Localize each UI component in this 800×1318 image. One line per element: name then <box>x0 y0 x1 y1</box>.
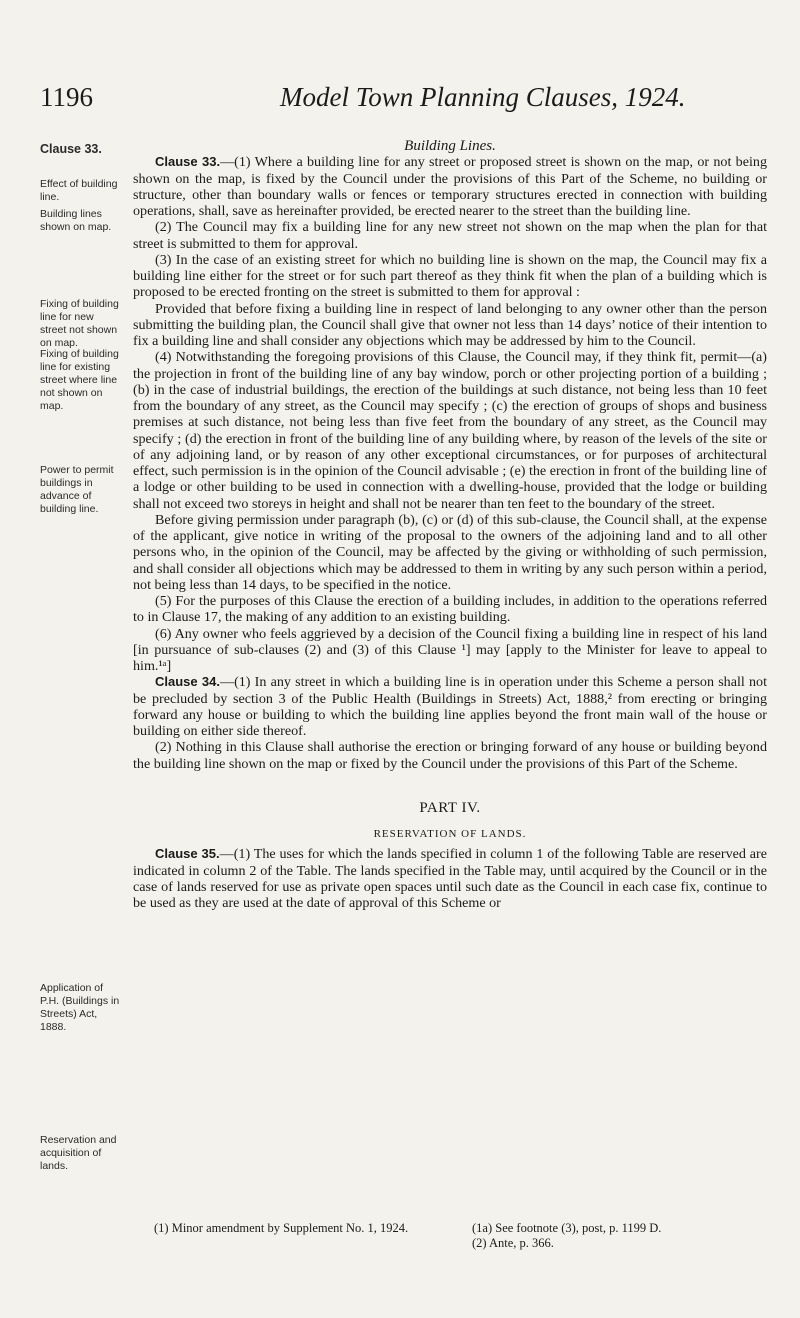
part-subheading: RESERVATION OF LANDS. <box>373 828 527 840</box>
clause-33-label: Clause 33. <box>155 154 221 170</box>
clause-33-proviso: Provided that before fixing a building line in respect of land belonging to any owner other than the person submitting the building plan, the Council shall give that owner not less than 14 days’ notice of their intention to fix a building line and shall consider any objections which may be addressed by him to the Council. <box>133 300 767 349</box>
clause-33-2: (2) The Council may fix a building line for any new street not shown on the map when the plan for that street is submitted to them for approval. <box>133 219 767 252</box>
footnote-1: (1) Minor amendment by Supplement No. 1, 1924. <box>154 1221 409 1235</box>
clause-33-3: (3) In the case of an existing street for which no building line is shown on the map, the Council may fix a building line either for the street or for such part thereof as they think fit when the plan of a building which is proposed to be erected fronting on the street is submitted to them for approval : <box>133 251 767 301</box>
clause-34-label: Clause 34. <box>155 674 220 690</box>
margin-clause-label: Clause 33. <box>40 142 102 156</box>
part-heading: PART IV. <box>419 799 481 816</box>
clause-34-1: Clause 34.—(1) In any street in which a building line is in operation under this Scheme a person shall not be precluded by section 3 of the Public Health (Buildings in Streets) Act, 1888,² from erecting or bringing forward any house or building to which the building line applies beyond the front main wall of the house or building on either side thereof. <box>133 674 767 739</box>
clause-33-4: (4) Notwithstanding the foregoing provisions of this Clause, the Council may, if they think fit, permit—(a) the projection in front of the building line of any bay window, porch or other projecting portion of a building ; (b) in the case of industrial buildings, the erection of the buildings at such distance, not being less than 10 feet from the boundary of any street, as the Council may specify ; (c) the erection of groups of shops and business premises at such distance, not being less than five feet from the boundary of any street, as the Council may specify ; (d) the erection in front of the building line of any building where, by reason of the levels of the site or of any adjoining land, or by reason of any other exceptional circumstances, or for purposes of architectural effect, such permission is in the opinion of the Council advisable ; (e) the erection in front of the building line of a lodge or other building to be used in connection with a dwelling-house, provided that the lodge or building shall not exceed two storeys in height and shall not be nearer than ten feet to the boundary of the street. <box>133 349 767 512</box>
clause-34-2: (2) Nothing in this Clause shall authorise the erection or bringing forward of any house or building beyond the building line shown on the map or fixed by the Council under the provisions of this Part of the Scheme. <box>133 739 767 772</box>
clause-35-1: Clause 35.—(1) The uses for which the lands specified in column 1 of the following Table are reserved are indicated in column 2 of the Table. The lands specified in the Table may, until acquired by the Council or in the case of lands reserved for use as private open spaces until such date as the Council in each case fix, continue to be used as they are used at the date of approval of this Scheme or <box>133 846 767 911</box>
margin-note-power-to-permit: Power to permit buildings in advance of building line. <box>40 464 114 515</box>
margin-note-new-street: Fixing of building line for new street not shown on map. <box>40 298 119 349</box>
clause-35-label: Clause 35. <box>155 846 220 862</box>
margin-note-lines-shown: Building lines shown on map. <box>40 208 112 233</box>
margin-note-existing-street: Fixing of building line for existing street where line not shown on map. <box>40 348 119 412</box>
margin-note-effect: Effect of building line. <box>40 178 118 203</box>
margin-note-reservation: Reservation and acquisition of lands. <box>40 1134 117 1172</box>
footnote-1a: (1a) See footnote (3), post, p. 1199 D. <box>472 1221 662 1235</box>
clause-33-5: (5) For the purposes of this Clause the erection of a building includes, in addition to the operations referred to in Clause 17, the making of any addition to an existing building. <box>133 593 767 626</box>
clause-33-1: Clause 33.—(1) Where a building line for any street or proposed street is shown on the map, or not being shown on the map, is fixed by the Council under the provisions of this Part of the Scheme, no building or structure, other than boundary walls or fences or temporary structures erected in connection with building operations, shall, save as hereinafter provided, be erected nearer to the street than the building line. <box>133 154 767 219</box>
main-text <box>133 138 767 911</box>
clause-33-before: Before giving permission under paragraph (b), (c) or (d) of this sub-clause, the Council shall, at the expense of the applicant, give notice in writing of the proposal to the owners of the adjoining land and to all other persons who, in the opinion of the Council, may be affected by the giving or withholding of such permission, and shall consider all objections which may be addressed to them in writing by any such person within a period, not being less than 14 days, to be specified in the notice. <box>133 511 767 593</box>
footnote-2: (2) Ante, p. 366. <box>472 1236 554 1250</box>
page-header <box>40 82 770 116</box>
page-number: 1196 <box>40 82 93 112</box>
margin-note-ph-act: Application of P.H. (Buildings in Streets) Act, 1888. <box>40 982 120 1033</box>
clause-33-6: (6) Any owner who feels aggrieved by a decision of the Council fixing a building line in respect of his land [in pursuance of sub-clauses (2) and (3) of this Clause ¹] may [apply to the Minister for leave to appeal to him.¹ᵃ] <box>133 625 767 674</box>
section-heading: Building Lines. <box>404 138 496 154</box>
running-title: Model Town Planning Clauses, 1924. <box>280 82 686 112</box>
